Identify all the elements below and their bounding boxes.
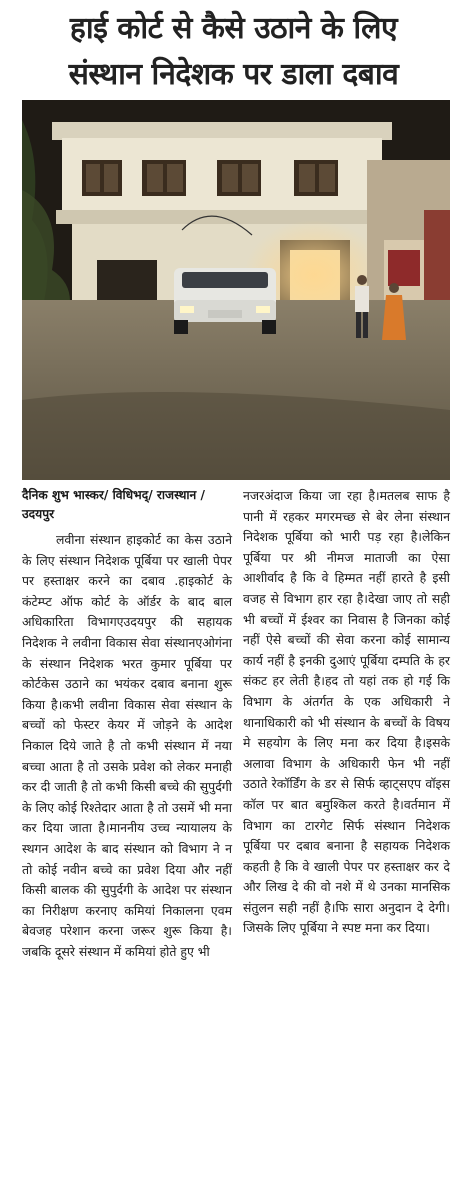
- article-column-left: [22, 486, 232, 962]
- floor-ledge: [56, 210, 390, 224]
- headline: [0, 6, 467, 98]
- article-column-right: [243, 486, 450, 939]
- news-photo: [22, 100, 450, 480]
- roof-parapet: [52, 122, 392, 140]
- dateline: दैनिक शुभ भास्कर/ विधिभद्/ राजस्थान /उदयपुर: [22, 488, 206, 521]
- building-night-illustration: [22, 100, 450, 480]
- headline-line-1: हाई कोर्ट से कैसे उठाने के लिए: [69, 11, 398, 46]
- article-text-left: लवीना संस्थान हाइकोर्ट का केस उठाने के लिए संस्थान निदेशक पूर्बिया पर खाली पेपर पर हस्ताक्षर करने का दबाव .हाइकोर्ट के कंटेम्प्ट ऑफ कोर्ट के ऑर्डर के बाद बाल अधिकारिता विभागएउदयपुर की सहायक निदेशक ने लवीना विकास सेवा संस्थानएओगंना के संस्थान निदेशक भरत कुमार पूर्बिया पर कोर्टकेस उठाने का भयंकर दबाव बनाना शुरू किया है।कभी लवीना विकास सेवा संस्थान के बच्चों को फेस्टर केयर में जोड़ने के आदेश निकाल दिये जाते है तो कभी संस्थान में नया बच्चा आता है तो उसके प्रवेश को लेकर मनाही कर दी जाती है तो कभी किसी बच्चे की सुपुर्दगी के लिए कोई रिश्तेदार आता है तो उसमें भी मना कर दिया जाता है।माननीय उच्च न्यायालय के स्थगन आदेश के बाद संस्थान को विभाग ने न तो कोई नवीन बच्चे का प्रवेश दिया और नहीं किसी बालक की सुपुर्दगी के आदेश पर संस्थान का निरीक्षण करनाए कमियां निकालना एवम बेवजह परेशान करना जरूर शुरू किया है।जबकि दूसरे संस्थान में कमियां होते हुए भी: [22, 532, 232, 959]
- headline-line-2: संस्थान निदेशक पर डाला दबाव: [68, 57, 399, 92]
- article-text-right: नजरअंदाज किया जा रहा है।मतलब साफ है पानी में रहकर मगरमच्छ से बेर लेना संस्थान निदेशक पूर्बिया को भारी पड़ रहा है।लेकिन पूर्बिया पर श्री नीमज माताजी का ऐसा आशीर्वाद है कि वे हिम्मत नहीं हारते है इसी वजह से विभाग हार रहा है।देखा जाए तो सही भी बच्चों में ईश्वर का निवास है जिनका कोई नहीं ऐसे बच्चों की सेवा करना कोई सामान्य कार्य नहीं है इनकी दुआएं पूर्बिया दम्पति के हर संकट हर लेती है।हद तो यहां तक हो गई कि विभाग के अंतर्गत के एक अधिकारी ने थानाधिकारी को भी संस्थान के बच्चों के विषय मे सहयोग के लिए मना कर दिया है।इसके अलावा विभाग के अधिकारी फेन भी नहीं उठाते रेकॉर्डिंग के डर से सिर्फ व्हाट्सएप वॉइस कॉल पर बात बमुश्किल करते है।वर्तमान में विभाग का टारगेट सिर्फ संस्थान निदेशक पूर्बिया पर दबाव बनाना है सहायक निदेशक कहती है कि वे खाली पेपर पर हस्ताक्षर कर दे और लिख दे की वो नशे में थे उनका मानसिक संतुलन सही नहीं है।फि सारा अनुदान दे देगी।जिसके लिए पूर्बिया ने स्पष्ट मना कर दिया।: [243, 488, 450, 936]
